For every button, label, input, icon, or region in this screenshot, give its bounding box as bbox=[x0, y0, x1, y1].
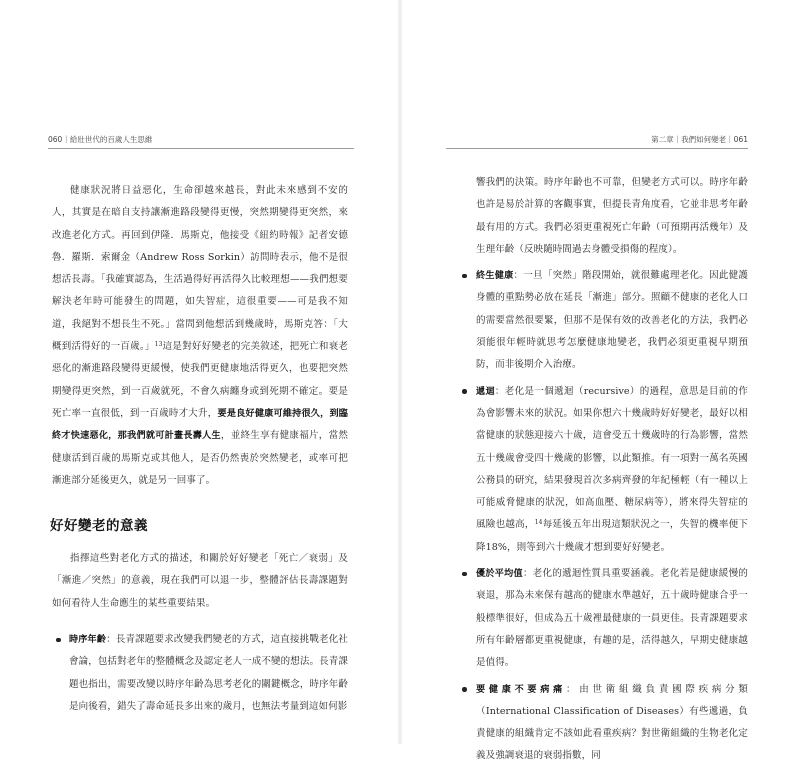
left-page bbox=[0, 0, 400, 744]
section-intro-paragraph: 指擇這些對老化方式的描述，和關於好好變老「死亡／衰弱」及「漸進／突然」的意義，現在我們可以退一步，整體評估長壽課題對如何看待人生命應生的某些重要結果。 bbox=[52, 553, 348, 609]
bullet-better-than-average bbox=[460, 563, 748, 674]
bullet-health-not-disease bbox=[460, 679, 748, 768]
left-page-body bbox=[52, 180, 348, 722]
footnote-13: 13 bbox=[154, 341, 163, 349]
bullet-term: 要健康不要病痛 bbox=[476, 684, 566, 695]
left-header-rule bbox=[48, 148, 354, 149]
bullet-term: 終生健康 bbox=[476, 271, 514, 282]
bullet-text: ：老化的遞迴性質具重要涵義。老化若是健康緩慢的衰退，那為未來保有越高的健康水準越好，五十歲時健康合乎一般標準很好，但成為五十歲裡最健康的一員更佳。長青課題要求所有年齡層都更重視健康，有趣的是，活得越久，早期史健康越是值得。 bbox=[476, 568, 748, 669]
right-page-body bbox=[460, 172, 748, 772]
section-title: 好好變老的意義 bbox=[50, 518, 148, 535]
left-bullet-list bbox=[52, 629, 348, 718]
continuation-paragraph: 響我們的決策。時序年齡也不可靠，但變老方式可以。時序年齡也許是易於計算的客觀事實，但提長青角度看，它並非思考年齡最有用的方式。我們必須更重視死亡年齡（可預期再活幾年）及生理年齡（反映隨時間過去身體受損傷的程度）。 bbox=[476, 177, 748, 255]
intro-bold-text: 要是良好健康可維持很久，到臨終才快速惡化，那我們就可計畫長壽人生 bbox=[52, 408, 348, 442]
bullet-text: ：由世衛組織負責國際疾病分類（International Classification of Diseases）有些遞過，負責健康的組織肯定不該如此看重疾病？對世衛組織的生物老化定義及強調衰退的衰弱指數，同 bbox=[476, 683, 749, 762]
bullet-text: ：長青課題要求改變我們變老的方式，這直接挑戰老化社會論，包括對老年的整體概念及認定老人一成不變的想法。長青課題也指出，需要改變以時序年齡為思考老化的關鍵概念，時序年齡是向後看，錯失了壽命延長多出來的歲月，也無法考量到這如何影 bbox=[69, 634, 348, 712]
intro-text-2: 這是對好好變老的完美敘述，把死亡和衰老惡化的漸進路段變得更緩慢，使我們更健康地活得更久，也要把突然期變得更突然，到一百歲就死，不會久病纏身或到死期不確定。要是死亡率一直很低，到一百歲時才大升， bbox=[52, 341, 348, 419]
intro-text-1: 健康狀況將日益惡化，生命卻越來越長，對此未來感到不安的人，其實是在暗自支持讓漸進路段變得更慢，突然期變得更突然，來改進老化方式。再回到伊隆．馬斯克，他接受《紐約時報》記者安德魯．羅斯．索爾金（Andrew Ross Sorkin）訪問時表示，他不是很想活長壽。「我確實認為，生活過得好再活得久比較理想——我們想要解決老年時可能發生的問題，如失智症，這很重要——可是我不知道，我絕對不想長生不死。」當問到他想活到幾歲時，馬斯克答：「大概到活得好的一百歲。」 bbox=[52, 185, 348, 353]
bullet-text-after: 每延後五年出現這類狀況之一，失智的機率便下降18%，則等到六十幾歲才想到要好好變老。 bbox=[476, 519, 748, 553]
bullet-text-before: ：老化是一個遞迴（recursive）的過程，意思是目前的作為會影響未來的狀況。如果你想六十幾歲時好好變老，最好以相當健康的狀態迎接六十歲，這會受五十幾歲時的行為影響，當然五十幾歲會受四十幾歲的影響，以此類推。有一項對一萬名英國公務員的研究，結果發現首次多病齊發的年紀極輕（有一種以上可能威脅健康的狀況，如高血壓、糖尿病等），將來得失智症的風險也越高， bbox=[476, 385, 749, 531]
bullet-term: 遞迴 bbox=[476, 386, 495, 397]
right-page bbox=[400, 0, 800, 762]
bullet-term: 優於平均值 bbox=[476, 569, 523, 580]
bullet-term: 時序年齡 bbox=[69, 635, 107, 646]
right-header-rule bbox=[446, 148, 748, 149]
bullet-lifelong-health bbox=[460, 265, 748, 376]
intro-paragraph bbox=[52, 180, 348, 492]
bullet-dot-icon bbox=[462, 274, 467, 279]
bullet-dot-icon bbox=[462, 389, 467, 394]
bullet-recursive bbox=[460, 381, 748, 559]
bullet-chronological-age bbox=[52, 629, 348, 718]
bullet-text: ：一旦「突然」階段開始，就很難處理老化。因此健護身體的重點勢必放在延長「漸進」部分。照顧不健康的老化人口的需要當然很要緊，但那不是保有效的改善老化的方法，我們必須能很年輕時就思考怎麼健康地變老，我們必須更重視早期預防，而非後期介入治療。 bbox=[476, 270, 749, 371]
left-running-header: 060｜給壯世代的百歲人生思維 bbox=[48, 135, 153, 144]
footnote-14: 14 bbox=[534, 519, 543, 527]
intro-text-3: ，並終生享有健康福片，當然健康活到百歲的馬斯克或其他人，是否仍然喪於突然變老，或率可把漸進部分延後更久，就是另一回事了。 bbox=[52, 430, 348, 486]
bullet-dot-icon bbox=[462, 687, 467, 692]
bullet-dot-icon bbox=[56, 638, 61, 643]
right-running-header: 第二章｜我們如何變老｜061 bbox=[651, 135, 748, 144]
right-bullet-list bbox=[460, 265, 748, 768]
bullet-dot-icon bbox=[462, 572, 467, 577]
